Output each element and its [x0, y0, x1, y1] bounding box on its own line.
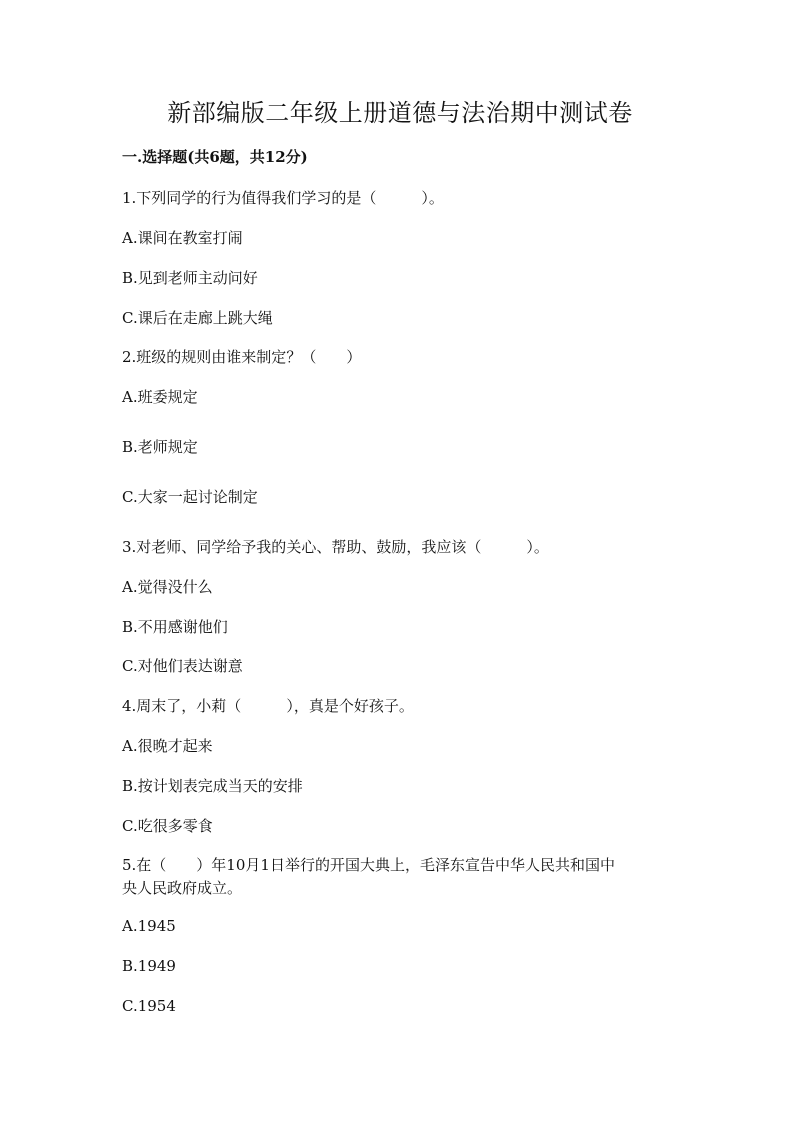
question-5-option-c: C.1954: [122, 997, 176, 1015]
question-3-option-b: B.不用感谢他们: [122, 618, 228, 636]
question-3-option-a: A.觉得没什么: [122, 578, 213, 596]
question-5-stem-line-2: 央人民政府成立。: [122, 879, 243, 897]
question-4-stem: 4.周末了，小莉（ ），真是个好孩子。: [122, 697, 414, 715]
question-5-option-a: A.1945: [122, 917, 176, 935]
question-1-option-c: C.课后在走廊上跳大绳: [122, 309, 273, 327]
question-5-stem-line-1: 5.在（ ）年10月1日举行的开国大典上，毛泽东宣告中华人民共和国中: [122, 856, 615, 874]
question-4-option-a: A.很晚才起来: [122, 737, 213, 755]
question-4-option-b: B.按计划表完成当天的安排: [122, 777, 303, 795]
question-1-option-b: B.见到老师主动问好: [122, 269, 258, 287]
question-3-stem: 3.对老师、同学给予我的关心、帮助、鼓励，我应该（ ）。: [122, 538, 549, 556]
question-4-option-c: C.吃很多零食: [122, 817, 213, 835]
question-2-option-a: A.班委规定: [122, 388, 198, 406]
page-title: 新部编版二年级上册道德与法治期中测试卷: [167, 99, 633, 127]
question-2-option-c: C.大家一起讨论制定: [122, 488, 258, 506]
question-1-stem: 1.下列同学的行为值得我们学习的是（ ）。: [122, 189, 444, 207]
question-3-option-c: C.对他们表达谢意: [122, 657, 243, 675]
question-1-option-a: A.课间在教室打闹: [122, 229, 243, 247]
question-2-option-b: B.老师规定: [122, 438, 198, 456]
question-2-stem: 2.班级的规则由谁来制定？（ ）: [122, 348, 362, 366]
section-heading: 一.选择题(共6题，共12分): [122, 148, 308, 166]
question-5-option-b: B.1949: [122, 957, 176, 975]
